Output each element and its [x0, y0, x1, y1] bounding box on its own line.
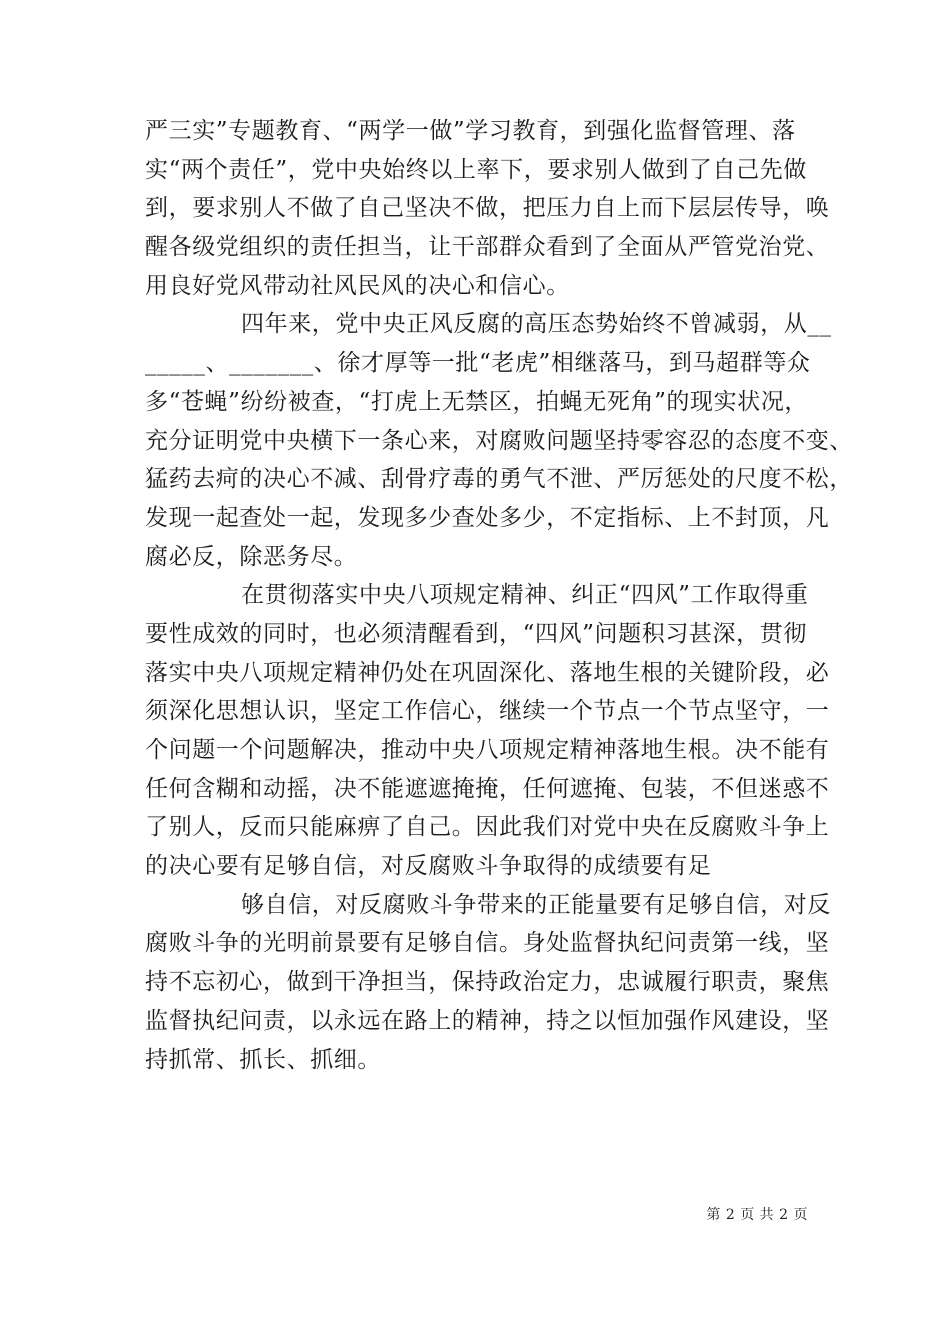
text-line: 个问题一个问题解决，推动中央八项规定精神落地生根。决不能有	[145, 737, 830, 763]
text-line: 须深化思想认识，坚定工作信心，继续一个节点一个节点坚守，一	[145, 698, 830, 725]
text-line: 的决心要有足够自信，对反腐败斗争取得的成绩要有足	[145, 853, 712, 880]
paragraph-3	[145, 576, 830, 886]
paragraph-2	[145, 305, 853, 576]
text-line: 充分证明党中央横下一条心来，对腐败问题坚持零容忍的态度不变、	[145, 427, 853, 454]
text-line: 持抓常、抓长、抓细。	[145, 1046, 381, 1073]
text-line: 用良好党风带动社风民风的决心和信心。	[145, 272, 570, 299]
text-line: 多“苍蝇”纷纷被查，“打虎上无禁区，拍蝇无死角”的现实状况，	[145, 388, 809, 415]
text-line: 实“两个责任”，党中央始终以上率下，要求别人做到了自己先做	[145, 156, 807, 183]
text-line: 持不忘初心，做到干净担当，保持政治定力，忠诚履行职责，聚焦	[145, 969, 830, 996]
text-line: 要性成效的同时，也必须清醒看到，“四风”问题积习甚深，贯彻	[145, 620, 807, 647]
paragraph-1	[145, 112, 830, 305]
paragraph-4	[145, 886, 831, 1079]
text-line: 任何含糊和动摇，决不能遮遮掩掩，任何遮掩、包装，不但迷惑不	[145, 775, 830, 802]
text-line: 落实中央八项规定精神仍处在巩固深化、落地生根的关键阶段，必	[145, 659, 830, 686]
text-line: 发现一起查处一起，发现多少查处多少，不定指标、上不封顶，凡	[145, 504, 830, 531]
text-line-indented: 四年来，党中央正风反腐的高压态势始终不曾减弱，从__	[241, 311, 832, 338]
document-body	[145, 112, 853, 1079]
text-line: 腐必反，除恶务尽。	[145, 543, 358, 570]
text-line: 猛药去疴的决心不减、刮骨疗毒的勇气不泄、严厉惩处的尺度不松，	[145, 466, 853, 493]
page-number-footer: 第 2 页 共 2 页	[706, 1207, 808, 1223]
text-line: 醒各级党组织的责任担当，让干部群众看到了全面从严管党治党、	[145, 234, 830, 261]
text-line: 监督执纪问责，以永远在路上的精神，持之以恒加强作风建设，坚	[145, 1007, 830, 1034]
text-line: 腐败斗争的光明前景要有足够自信。身处监督执纪问责第一线，坚	[145, 930, 830, 957]
text-line: 严三实”专题教育、“两学一做”学习教育，到强化监督管理、落	[145, 118, 796, 144]
text-line: _____、_______、徐才厚等一批“老虎”相继落马，到马超群等众	[145, 350, 811, 377]
text-line: 到，要求别人不做了自己坚决不做，把压力自上而下层层传导，唤	[145, 195, 830, 222]
text-line-indented: 够自信，对反腐败斗争带来的正能量要有足够自信，对反	[241, 891, 831, 918]
text-line: 了别人，反而只能麻痹了自己。因此我们对党中央在反腐败斗争上	[145, 814, 830, 841]
text-line-indented: 在贯彻落实中央八项规定精神、纠正“四风”工作取得重	[241, 582, 809, 609]
